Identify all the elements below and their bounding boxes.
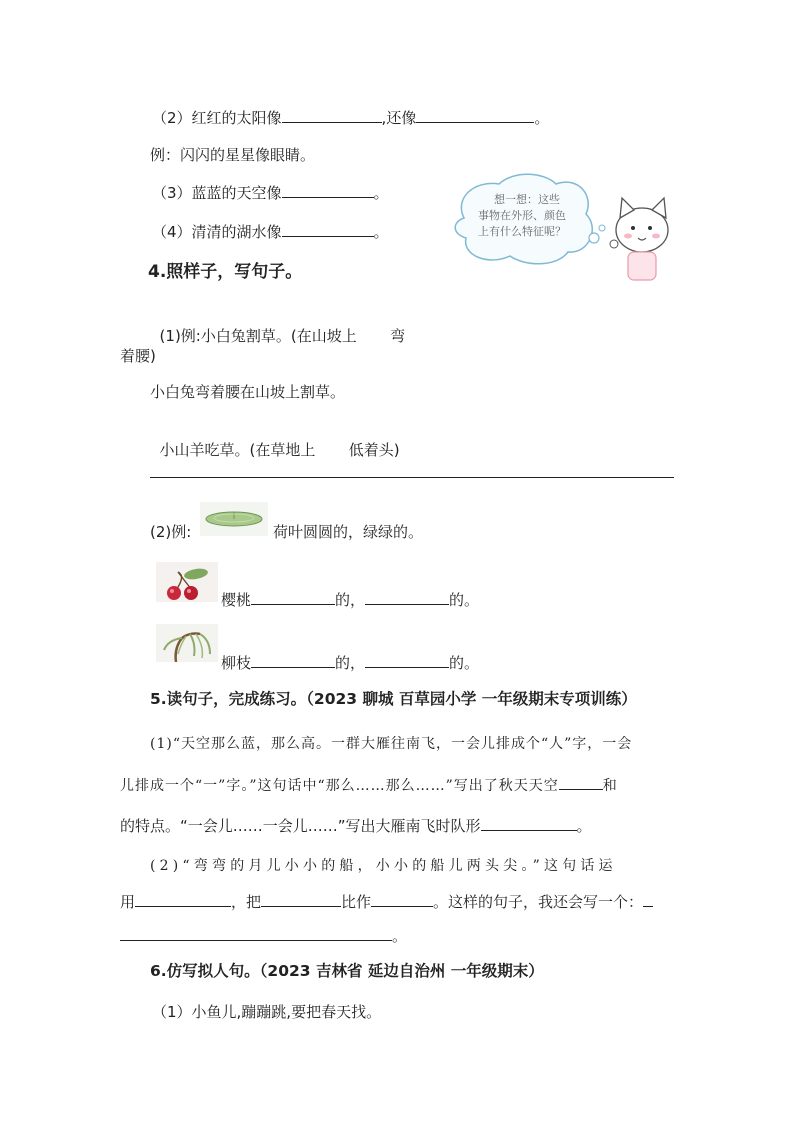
answer-blank[interactable] bbox=[365, 590, 449, 605]
q5-part-1-text: 的特点。“一会儿……一会儿……”写出大雁南飞时队形 bbox=[120, 817, 481, 835]
willow-prefix: 柳枝 bbox=[221, 654, 252, 672]
willow-end: 的。 bbox=[449, 654, 480, 672]
q3-item-2 bbox=[152, 108, 549, 128]
q4-example-1-answer-text: 小白兔弯着腰在山坡上割草。 bbox=[150, 383, 346, 401]
answer-blank[interactable] bbox=[365, 653, 449, 668]
q5-heading-text: 5.读句子，完成练习。（2023 聊城 百草园小学 一年级期末专项训练） bbox=[150, 690, 637, 708]
q3-item-2-prefix: （2）红红的太阳像 bbox=[152, 109, 282, 127]
answer-blank[interactable] bbox=[282, 108, 382, 123]
answer-blank[interactable] bbox=[643, 892, 653, 907]
bubble-line: 想一想：这些 bbox=[494, 193, 560, 206]
cherry-end: 的。 bbox=[449, 591, 480, 609]
q3-example bbox=[150, 145, 315, 165]
q5-part-2-line1 bbox=[150, 856, 617, 876]
q4-example-2-text bbox=[273, 522, 423, 542]
answer-blank[interactable] bbox=[120, 926, 392, 941]
q3-item-4-prefix: （4）清清的湖水像 bbox=[152, 223, 282, 241]
bubble-line: 上有什么特征呢？ bbox=[478, 225, 566, 238]
answer-blank[interactable] bbox=[261, 892, 341, 907]
q3-item-4 bbox=[152, 222, 389, 242]
q6-item-1 bbox=[152, 1002, 381, 1022]
answer-blank[interactable] bbox=[282, 222, 374, 237]
q4-example-2-prefix bbox=[150, 522, 191, 542]
q6-heading-text: 6.仿写拟人句。（2023 吉林省 延边自治州 一年级期末） bbox=[150, 962, 544, 980]
q3-example-text: 例：闪闪的星星像眼睛。 bbox=[150, 146, 316, 164]
q3-item-2-mid: ,还像 bbox=[381, 109, 417, 127]
q4-example-2-prefix-text: (2)例: bbox=[150, 523, 192, 541]
q3-item-3-end: 。 bbox=[373, 184, 389, 202]
answer-blank[interactable] bbox=[559, 775, 603, 790]
q4-example-1 bbox=[150, 306, 405, 346]
q5-part-2-text: 比作 bbox=[341, 893, 372, 911]
q4-example-1-wrap bbox=[120, 346, 156, 366]
q5-part-1-line1 bbox=[150, 734, 632, 754]
q5-part-1-text: (1)“天空那么蓝，那么高。一群大雁往南飞，一会儿排成个“人”字，一会 bbox=[150, 736, 633, 752]
q5-part-1-text: 和 bbox=[602, 778, 618, 794]
q4-example-2-sentence: 荷叶圆圆的，绿绿的。 bbox=[273, 523, 424, 541]
q3-item-3 bbox=[152, 183, 389, 203]
q4-example-1-line1: (1)例:小白兔割草。(在山坡上 弯 bbox=[159, 327, 406, 345]
q4-example-1-line2: 着腰) bbox=[120, 347, 156, 365]
q3-item-2-end: 。 bbox=[534, 109, 550, 127]
q5-part-1-line2 bbox=[120, 775, 618, 796]
willow-mid: 的， bbox=[335, 654, 366, 672]
cherry-prefix: 樱桃 bbox=[221, 591, 252, 609]
q5-heading bbox=[150, 689, 637, 709]
willow-icon bbox=[156, 624, 218, 662]
q4-task-1 bbox=[150, 420, 400, 460]
q5-part-2-line3 bbox=[120, 926, 407, 946]
answer-blank[interactable] bbox=[251, 653, 335, 668]
q4-example-1-answer bbox=[150, 382, 345, 402]
q5-part-2-text: (2)“弯弯的月儿小小的船，小小的船儿两头尖。”这句话运 bbox=[150, 858, 617, 874]
q5-part-2-text: 。这样的句子，我还会写一个： bbox=[433, 893, 644, 911]
answer-blank[interactable] bbox=[481, 816, 577, 831]
answer-blank[interactable] bbox=[135, 892, 231, 907]
lotus-leaf-image bbox=[200, 502, 268, 536]
cherry-icon bbox=[156, 562, 218, 602]
q5-part-2-text: 用 bbox=[120, 893, 136, 911]
q4-heading bbox=[148, 262, 302, 282]
q4-willow-line bbox=[221, 653, 479, 673]
lotus-leaf-icon bbox=[200, 502, 268, 536]
answer-blank[interactable] bbox=[251, 590, 335, 605]
answer-blank[interactable] bbox=[282, 183, 374, 198]
answer-blank[interactable] bbox=[416, 108, 534, 123]
q4-heading-text: 4.照样子，写句子。 bbox=[148, 262, 303, 282]
answer-line[interactable] bbox=[150, 477, 674, 478]
q5-part-2-line2 bbox=[120, 892, 653, 912]
q3-item-3-prefix: （3）蓝蓝的天空像 bbox=[152, 184, 282, 202]
q5-part-1-text: 。 bbox=[576, 817, 592, 835]
q5-part-1-line3 bbox=[120, 816, 592, 836]
q4-cherry-line bbox=[221, 590, 479, 610]
q4-task-1-text: 小山羊吃草。(在草地上 低着头) bbox=[159, 441, 400, 459]
answer-blank[interactable] bbox=[371, 892, 433, 907]
bubble-line: 事物在外形、颜色 bbox=[478, 209, 566, 222]
cherry-image bbox=[156, 562, 218, 602]
q3-item-4-end: 。 bbox=[373, 223, 389, 241]
q5-part-2-text: 。 bbox=[392, 927, 408, 945]
q5-part-2-text: ，把 bbox=[231, 893, 262, 911]
willow-image bbox=[156, 624, 218, 662]
q6-item-1-text: （1）小鱼儿,蹦蹦跳,要把春天找。 bbox=[152, 1003, 382, 1021]
thought-bubble-text bbox=[478, 192, 566, 240]
q5-part-1-text: 儿排成一个“一”字。”这句话中“那么……那么……”写出了秋天天空 bbox=[120, 778, 559, 794]
cherry-mid: 的， bbox=[335, 591, 366, 609]
q6-heading bbox=[150, 961, 544, 981]
